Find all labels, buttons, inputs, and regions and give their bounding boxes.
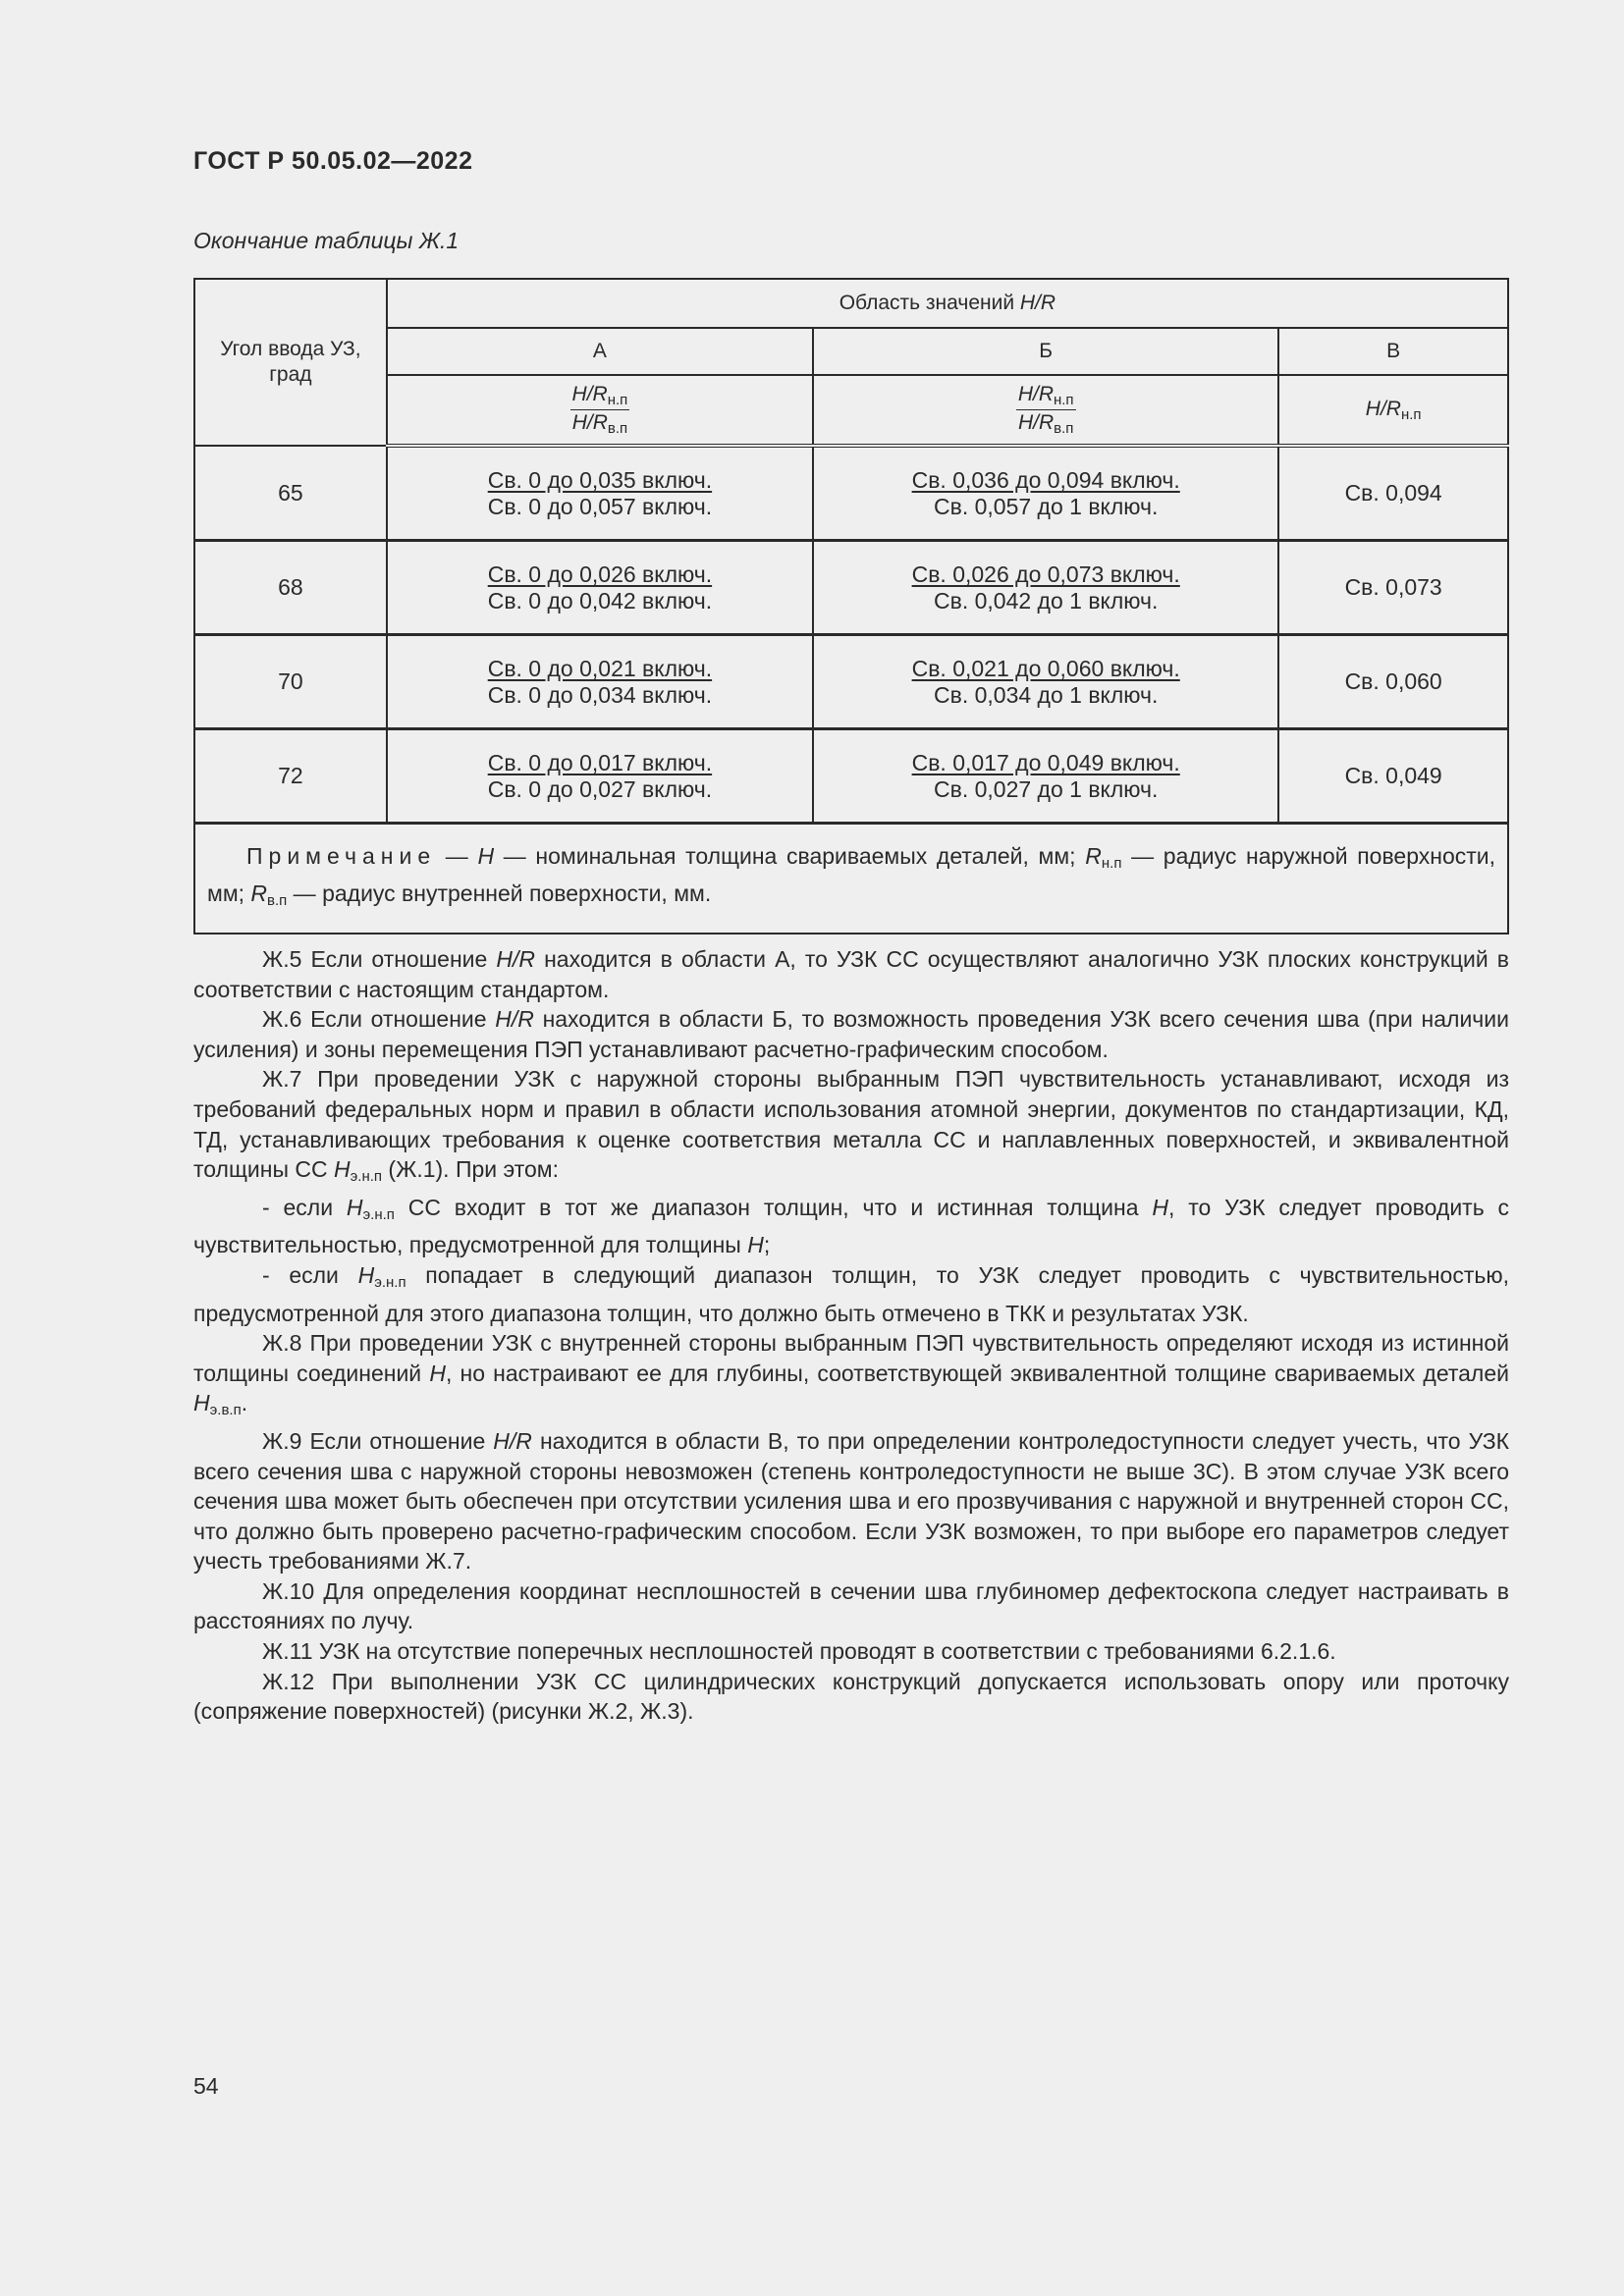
col-header-c: В xyxy=(1278,328,1508,375)
paragraph-zh9: Ж.9 Если отношение H/R находится в области В, то при определении контроледоступности следует учесть, что УЗК всего сечения шва с наружной стороны невозможен (степень контроледоступности не выше 3С). В этом случае УЗК всего сечения шва может быть обеспечен при отсутствии усиления шва и его прозвучивания с наружной и внутренней сторон СС, что должно быть проверено расчетно-графическим способом. Если УЗК возможен, то при выборе его параметров следует учесть требованиями Ж.7. xyxy=(193,1427,1509,1575)
range-c-cell: Св. 0,060 xyxy=(1278,635,1508,729)
paragraph-dash-1: - если $H_{э.н.п}$ СС входит в тот же диапазон толщин, что и истинная толщина H, то УЗК следует проводить с чувствительностью, предусмотренной для толщины H; xyxy=(193,1194,1510,1258)
region-header: Область значений H/R xyxy=(387,279,1508,328)
table-note: Примечание — H — номинальная толщина свариваемых деталей, мм; $R_{н.п}$ — радиус наружной поверхности, мм; $R_{в.п}$ — радиус внутренней поверхности, мм. xyxy=(194,824,1508,934)
angle-header: Угол ввода УЗ, град xyxy=(194,279,387,446)
range-c-cell: Св. 0,049 xyxy=(1278,729,1508,824)
table-caption: Окончание таблицы Ж.1 xyxy=(193,228,460,253)
range-a-cell: Св. 0 до 0,035 включ. Св. 0 до 0,057 включ. xyxy=(387,446,813,541)
body-text xyxy=(193,944,1509,1727)
frac-header-b: $H/R_{н.п}$ $H/R_{в.п}$ xyxy=(813,375,1278,446)
document-standard-header: ГОСТ Р 50.05.02—2022 xyxy=(193,147,473,175)
page-number: 54 xyxy=(193,2073,219,2099)
paragraph-zh7: Ж.7 При проведении УЗК с наружной стороны выбранным ПЭП чувствительность устанавливают, исходя из требований федеральных норм и правил в области использования атомной энергии, документов по стандартизации, КД, ТД, устанавливающих требования к оценке соответствия металла СС и наплавленных поверхностей, и эквивалентной толщины СС $H_{э.н.п}$ (Ж.1). При этом: xyxy=(193,1066,1509,1186)
range-a-cell: Св. 0 до 0,026 включ. Св. 0 до 0,042 включ. xyxy=(387,541,813,635)
col-header-a: А xyxy=(387,328,813,375)
table-row xyxy=(194,729,1508,824)
range-b-cell: Св. 0,017 до 0,049 включ. Св. 0,027 до 1 включ. xyxy=(813,729,1278,824)
angle-cell: 70 xyxy=(194,635,387,729)
col-header-b: Б xyxy=(813,328,1278,375)
range-c-cell: Св. 0,094 xyxy=(1278,446,1508,541)
range-a-cell: Св. 0 до 0,017 включ. Св. 0 до 0,027 включ. xyxy=(387,729,813,824)
paragraph-zh10: Ж.10 Для определения координат несплошностей в сечении шва глубиномер дефектоскопа следует настраивать в расстояниях по лучу. xyxy=(193,1577,1509,1634)
paragraph-zh6: Ж.6 Если отношение H/R находится в области Б, то возможность проведения УЗК всего сечения шва (при наличии усиления) и зоны перемещения ПЭП устанавливают расчетно-графическим способом. xyxy=(193,1006,1509,1062)
paragraph-zh12: Ж.12 При выполнении УЗК СС цилиндрических конструкций допускается использовать опору или проточку (сопряжение поверхностей) (рисунки Ж.2, Ж.3). xyxy=(193,1668,1509,1725)
frac-header-a: $H/R_{н.п}$ $H/R_{в.п}$ xyxy=(387,375,813,446)
table-row xyxy=(194,541,1508,635)
range-b-cell: Св. 0,021 до 0,060 включ. Св. 0,034 до 1 включ. xyxy=(813,635,1278,729)
paragraph-zh8: Ж.8 При проведении УЗК с внутренней стороны выбранным ПЭП чувствительность определяют исходя из истинной толщины соединений H, но настраивают ее для глубины, соответствующей эквивалентной толщине свариваемых деталей $H_{э.в.п}$. xyxy=(193,1330,1509,1419)
range-b-cell: Св. 0,036 до 0,094 включ. Св. 0,057 до 1 включ. xyxy=(813,446,1278,541)
paragraph-zh5: Ж.5 Если отношение H/R находится в области А, то УЗК СС осуществляют аналогично УЗК плоских конструкций в соответствии с настоящим стандартом. xyxy=(193,946,1509,1002)
range-c-cell: Св. 0,073 xyxy=(1278,541,1508,635)
angle-cell: 68 xyxy=(194,541,387,635)
table-row xyxy=(194,635,1508,729)
angle-cell: 65 xyxy=(194,446,387,541)
range-table xyxy=(193,278,1509,934)
range-b-cell: Св. 0,026 до 0,073 включ. Св. 0,042 до 1 включ. xyxy=(813,541,1278,635)
paragraph-zh11: Ж.11 УЗК на отсутствие поперечных несплошностей проводят в соответствии с требованиями 6.2.1.6. xyxy=(262,1638,1336,1665)
paragraph-dash-2: - если $H_{э.н.п}$ попадает в следующий диапазон толщин, то УЗК следует проводить с чувствительностью, предусмотренной для этого диапазона толщин, что должно быть отмечено в ТКК и результатах УЗК. xyxy=(193,1261,1509,1326)
angle-cell: 72 xyxy=(194,729,387,824)
frac-header-c: $H/R_{н.п}$ xyxy=(1278,375,1508,446)
table-row xyxy=(194,446,1508,541)
range-a-cell: Св. 0 до 0,021 включ. Св. 0 до 0,034 включ. xyxy=(387,635,813,729)
